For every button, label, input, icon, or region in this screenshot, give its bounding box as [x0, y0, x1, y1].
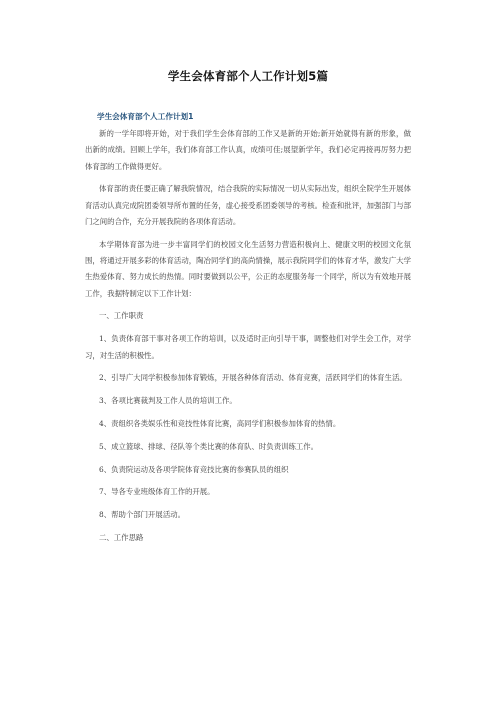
duty-item: 1、负责体育部干事对各项工作的培训，以及适时正向引导干事，调整他们对学生会工作，对学习，对生活的积极性。: [85, 334, 411, 360]
duty-item: 3、各项比赛裁判及工作人员的培训工作。: [99, 396, 237, 406]
paragraph-intro: 新的一学年即将开始，对于我们学生会体育部的工作又是新的开始;新开始就得有新的形象，做出新的成绩。回顾上学年，我们体育部工作认真，成绩可佳;展望新学年，我们必定再接再厉努力把体育部的工作做得更好。: [85, 129, 411, 171]
duty-item: 2、引导广大同学积极参加体育锻炼，开展各种体育活动、体育竞赛，活跃同学们的体育生活。: [99, 373, 407, 383]
document-title: 学生会体育部个人工作计划5篇: [167, 69, 329, 83]
duty-item: 4、责组织各类娱乐性和竞技性体育比赛，高同学们积极参加体育的热情。: [99, 418, 341, 428]
document-body: [85, 126, 411, 553]
duty-item: 8、帮助个部门开展活动。: [99, 510, 186, 520]
duty-item: 5、成立篮球、排球、径队等个类比赛的体育队、时负责训练工作。: [99, 441, 319, 451]
heading-duties: 一、工作职责: [99, 311, 144, 321]
heading-ideas: 二、工作思路: [99, 532, 144, 542]
paragraph-semester-plan: 本学期体育部为进一步丰富同学们的校园文化生活努力营造积极向上、健康文明的校园文化氛围，将通过开展多彩的体育活动，陶冶同学们的高尚情操，展示我院同学们的体育才华，激发广大学生热爱体育、努力成长的热情。同时要做到以公平，公正的态度服务每一个同学，所以为有效地开展工作，我据特制定以下工作计划：: [85, 239, 411, 298]
paragraph-responsibility: 体育部的责任要正确了解我院情况，结合我院的实际情况一切从实际出发，组织全院学生开展体育活动认真完成院团委领导所布置的任务，虚心接受系团委领导的考核。检查和批评，加强部门与部门之间的合作，充分开展我院的各项体育活动。: [85, 184, 411, 226]
duty-item: 6、负责院运动及各项学院体育竞技比赛的参赛队员的组织: [99, 464, 289, 474]
duty-item: 7、导各专业班级体育工作的开展。: [99, 487, 215, 497]
section-heading: 学生会体育部个人工作计划1: [97, 112, 194, 121]
